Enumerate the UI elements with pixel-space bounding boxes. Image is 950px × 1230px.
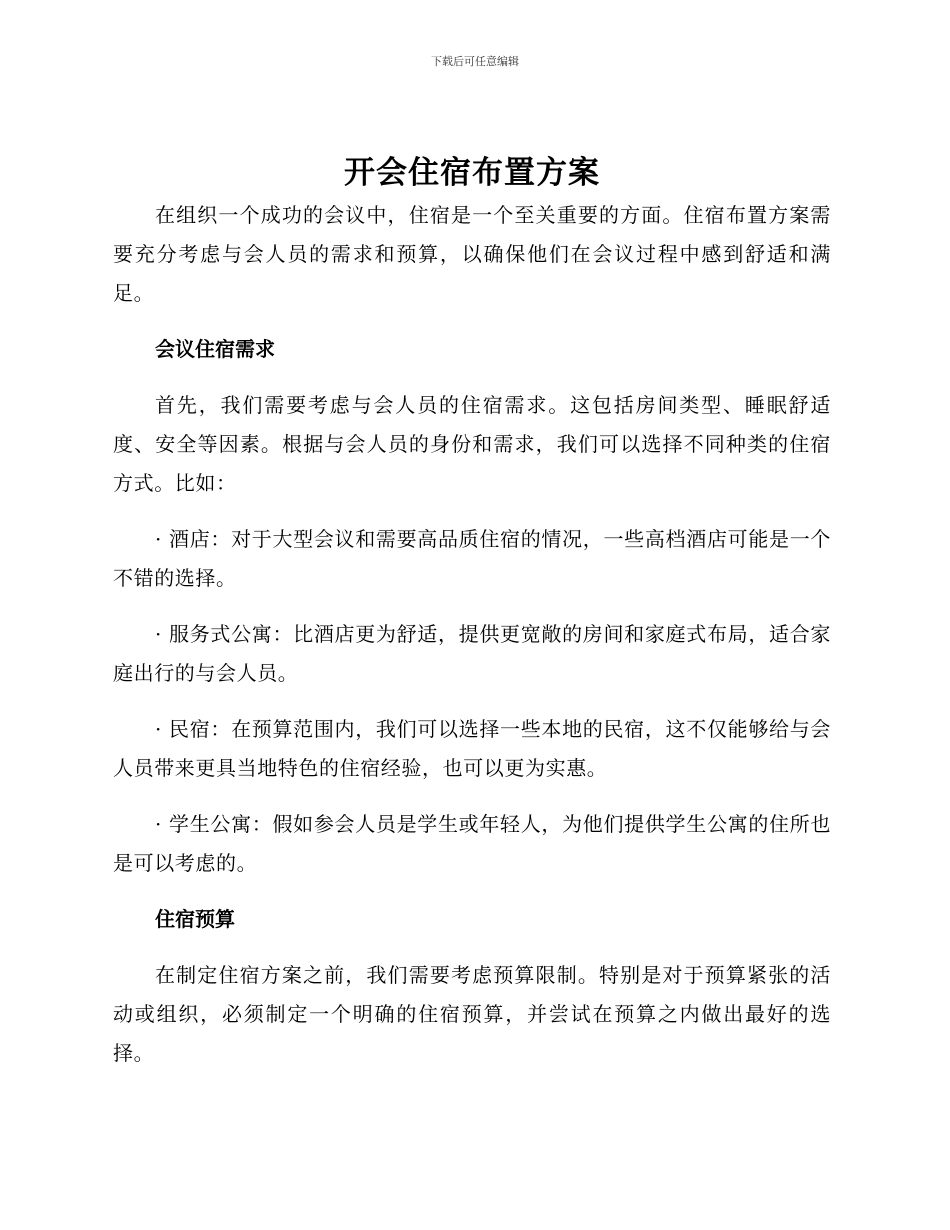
section-heading-needs: 会议住宿需求 <box>155 337 275 361</box>
list-item-serviced-apartment: · 服务式公寓：比酒店更为舒适，提供更宽敞的房间和家庭式布局，适合家庭出行的与会人员。 <box>113 622 831 685</box>
document-title: 开会住宿布置方案 <box>344 155 600 191</box>
list-item-hotel: · 酒店：对于大型会议和需要高品质住宿的情况，一些高档酒店可能是一个不错的选择。 <box>113 527 831 590</box>
intro-paragraph: 在组织一个成功的会议中，住宿是一个至关重要的方面。住宿布置方案需要充分考虑与会人员的需求和预算，以确保他们在会议过程中感到舒适和满足。 <box>113 203 831 305</box>
needs-paragraph: 首先，我们需要考虑与会人员的住宿需求。这包括房间类型、睡眠舒适度、安全等因素。根据与会人员的身份和需求，我们可以选择不同种类的住宿方式。比如： <box>113 393 831 495</box>
section-heading-budget: 住宿预算 <box>155 907 235 931</box>
budget-paragraph: 在制定住宿方案之前，我们需要考虑预算限制。特别是对于预算紧张的活动或组织，必须制定一个明确的住宿预算，并尝试在预算之内做出最好的选择。 <box>113 963 831 1065</box>
header-note: 下载后可任意编辑 <box>431 55 519 68</box>
list-item-homestay: · 民宿：在预算范围内，我们可以选择一些本地的民宿，这不仅能够给与会人员带来更具当地特色的住宿经验，也可以更为实惠。 <box>113 717 831 780</box>
document-body <box>113 150 831 1073</box>
list-item-student-apartment: · 学生公寓：假如参会人员是学生或年轻人，为他们提供学生公寓的住所也是可以考虑的。 <box>113 812 831 875</box>
